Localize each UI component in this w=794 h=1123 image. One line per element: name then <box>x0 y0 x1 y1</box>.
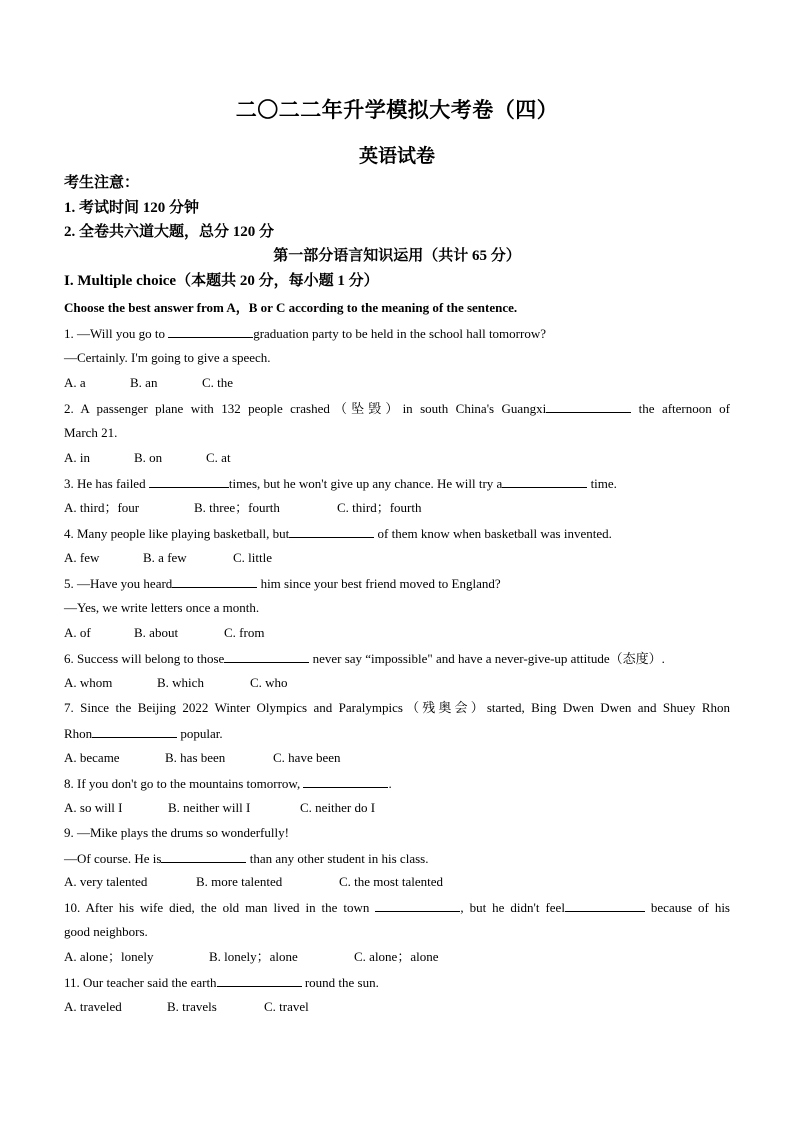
question-text: the afternoon of <box>631 401 730 416</box>
question-text: 10. After his wife died, the old man lived in the town <box>64 900 376 915</box>
answer-blank <box>172 575 257 588</box>
option-b: B. travels <box>167 999 217 1014</box>
option-b: B. an <box>130 375 158 390</box>
answer-blank <box>224 650 309 663</box>
option-a: A. a <box>64 375 86 390</box>
section-instruction: Choose the best answer from A，B or C according to the meaning of the sentence. <box>64 300 518 315</box>
question-11-options <box>64 999 309 1015</box>
option-a: A. few <box>64 550 100 565</box>
question-6 <box>64 650 665 667</box>
option-b: B. has been <box>165 750 226 765</box>
question-6-options <box>64 675 288 691</box>
question-4 <box>64 525 612 542</box>
question-text: , but he didn't feel <box>460 900 565 915</box>
subject-title: 英语试卷 <box>358 146 435 167</box>
question-3 <box>64 475 617 492</box>
option-c: C. at <box>206 450 231 465</box>
option-a: A. very talented <box>64 874 148 889</box>
option-b: B. about <box>134 625 179 640</box>
question-2 <box>64 400 730 417</box>
answer-blank <box>502 475 587 488</box>
question-text: him since your best friend moved to England? <box>257 576 501 591</box>
question-text: graduation party to be held in the school hall tomorrow? <box>253 326 546 341</box>
question-11 <box>64 974 379 991</box>
part-heading: 第一部分语言知识运用（共计 65 分） <box>273 248 521 264</box>
question-text: 5. —Have you heard <box>64 576 173 591</box>
option-c: C. from <box>224 625 265 640</box>
option-c: C. alone；alone <box>354 949 439 964</box>
question-9-response <box>64 850 428 867</box>
option-b: B. lonely；alone <box>209 949 298 964</box>
question-text: because of his <box>644 900 730 915</box>
question-2-options <box>64 450 231 466</box>
notes-heading: 考生注意： <box>64 175 140 191</box>
option-a: A. became <box>64 750 120 765</box>
note-item: 2. 全卷共六道大题，总分 120 分 <box>64 224 275 240</box>
question-text: . <box>388 776 392 791</box>
question-5-response: —Yes, we write letters once a month. <box>64 600 260 615</box>
option-a: A. third；four <box>64 500 140 515</box>
option-b: B. a few <box>143 550 187 565</box>
answer-blank <box>565 899 645 912</box>
answer-blank <box>217 974 302 987</box>
question-10-continued: good neighbors. <box>64 924 148 939</box>
option-c: C. the <box>202 375 234 390</box>
question-1 <box>64 325 546 342</box>
option-c: C. neither do I <box>300 800 376 815</box>
option-c: C. the most talented <box>339 874 443 889</box>
option-b: B. on <box>134 450 163 465</box>
answer-blank <box>303 775 388 788</box>
question-7-options <box>64 750 341 766</box>
question-text: than any other student in his class. <box>246 851 429 866</box>
option-c: C. little <box>233 550 272 565</box>
question-text: time. <box>587 476 617 491</box>
answer-blank <box>92 725 177 738</box>
option-c: C. have been <box>273 750 341 765</box>
question-text: 6. Success will belong to those <box>64 651 225 666</box>
answer-blank <box>161 850 246 863</box>
question-text: popular. <box>177 726 223 741</box>
note-item: 1. 考试时间 120 分钟 <box>64 200 200 216</box>
option-b: B. three；fourth <box>194 500 280 515</box>
question-text: Rhon <box>64 726 93 741</box>
option-a: A. so will I <box>64 800 123 815</box>
question-3-options <box>64 500 422 516</box>
option-c: C. travel <box>264 999 309 1014</box>
question-text: never say “impossible" and have a never-give-up attitude（态度）. <box>309 651 665 666</box>
option-c: C. who <box>250 675 288 690</box>
answer-blank <box>168 325 253 338</box>
option-b: B. which <box>157 675 204 690</box>
option-a: A. whom <box>64 675 113 690</box>
question-2-continued: March 21. <box>64 425 118 440</box>
option-c: C. third；fourth <box>337 500 422 515</box>
question-text: 11. Our teacher said the earth <box>64 975 217 990</box>
question-7: 7. Since the Beijing 2022 Winter Olympics and Paralympics（残奥会）started, Bing Dwen Dwen and Shuey Rhon <box>64 700 730 715</box>
question-5 <box>64 575 501 592</box>
answer-blank <box>289 525 374 538</box>
question-8-options <box>64 800 375 816</box>
option-a: A. alone；lonely <box>64 949 154 964</box>
question-1-response: —Certainly. I'm going to give a speech. <box>64 350 271 365</box>
section-title: I. Multiple choice（本题共 20 分，每小题 1 分） <box>64 273 379 289</box>
question-text: 8. If you don't go to the mountains tomorrow, <box>64 776 304 791</box>
question-text: 4. Many people like playing basketball, but <box>64 526 290 541</box>
option-b: B. more talented <box>196 874 283 889</box>
question-10-options <box>64 949 438 965</box>
question-text: 1. —Will you go to <box>64 326 169 341</box>
option-b: B. neither will I <box>168 800 251 815</box>
question-9: 9. —Mike plays the drums so wonderfully! <box>64 825 289 840</box>
answer-blank <box>149 475 229 488</box>
question-10 <box>64 899 730 916</box>
question-text: times, but he won't give up any chance. He will try a <box>228 476 503 491</box>
question-4-options <box>64 550 272 566</box>
question-5-options <box>64 625 264 641</box>
exam-title: 二〇二二年升学模拟大考卷（四） <box>235 98 559 122</box>
question-text: 3. He has failed <box>64 476 149 491</box>
question-text: —Of course. He is <box>64 851 162 866</box>
option-a: A. of <box>64 625 91 640</box>
question-9-options <box>64 874 443 890</box>
option-a: A. in <box>64 450 90 465</box>
question-7-continued <box>64 725 223 742</box>
option-a: A. traveled <box>64 999 122 1014</box>
answer-blank <box>546 400 631 413</box>
question-text: of them know when basketball was invented. <box>374 526 612 541</box>
question-text: 2. A passenger plane with 132 people crashed（坠毁）in south China's Guangxi <box>64 401 547 416</box>
answer-blank <box>375 899 460 912</box>
question-text: round the sun. <box>301 975 379 990</box>
question-1-options <box>64 375 233 391</box>
question-8 <box>64 775 392 792</box>
